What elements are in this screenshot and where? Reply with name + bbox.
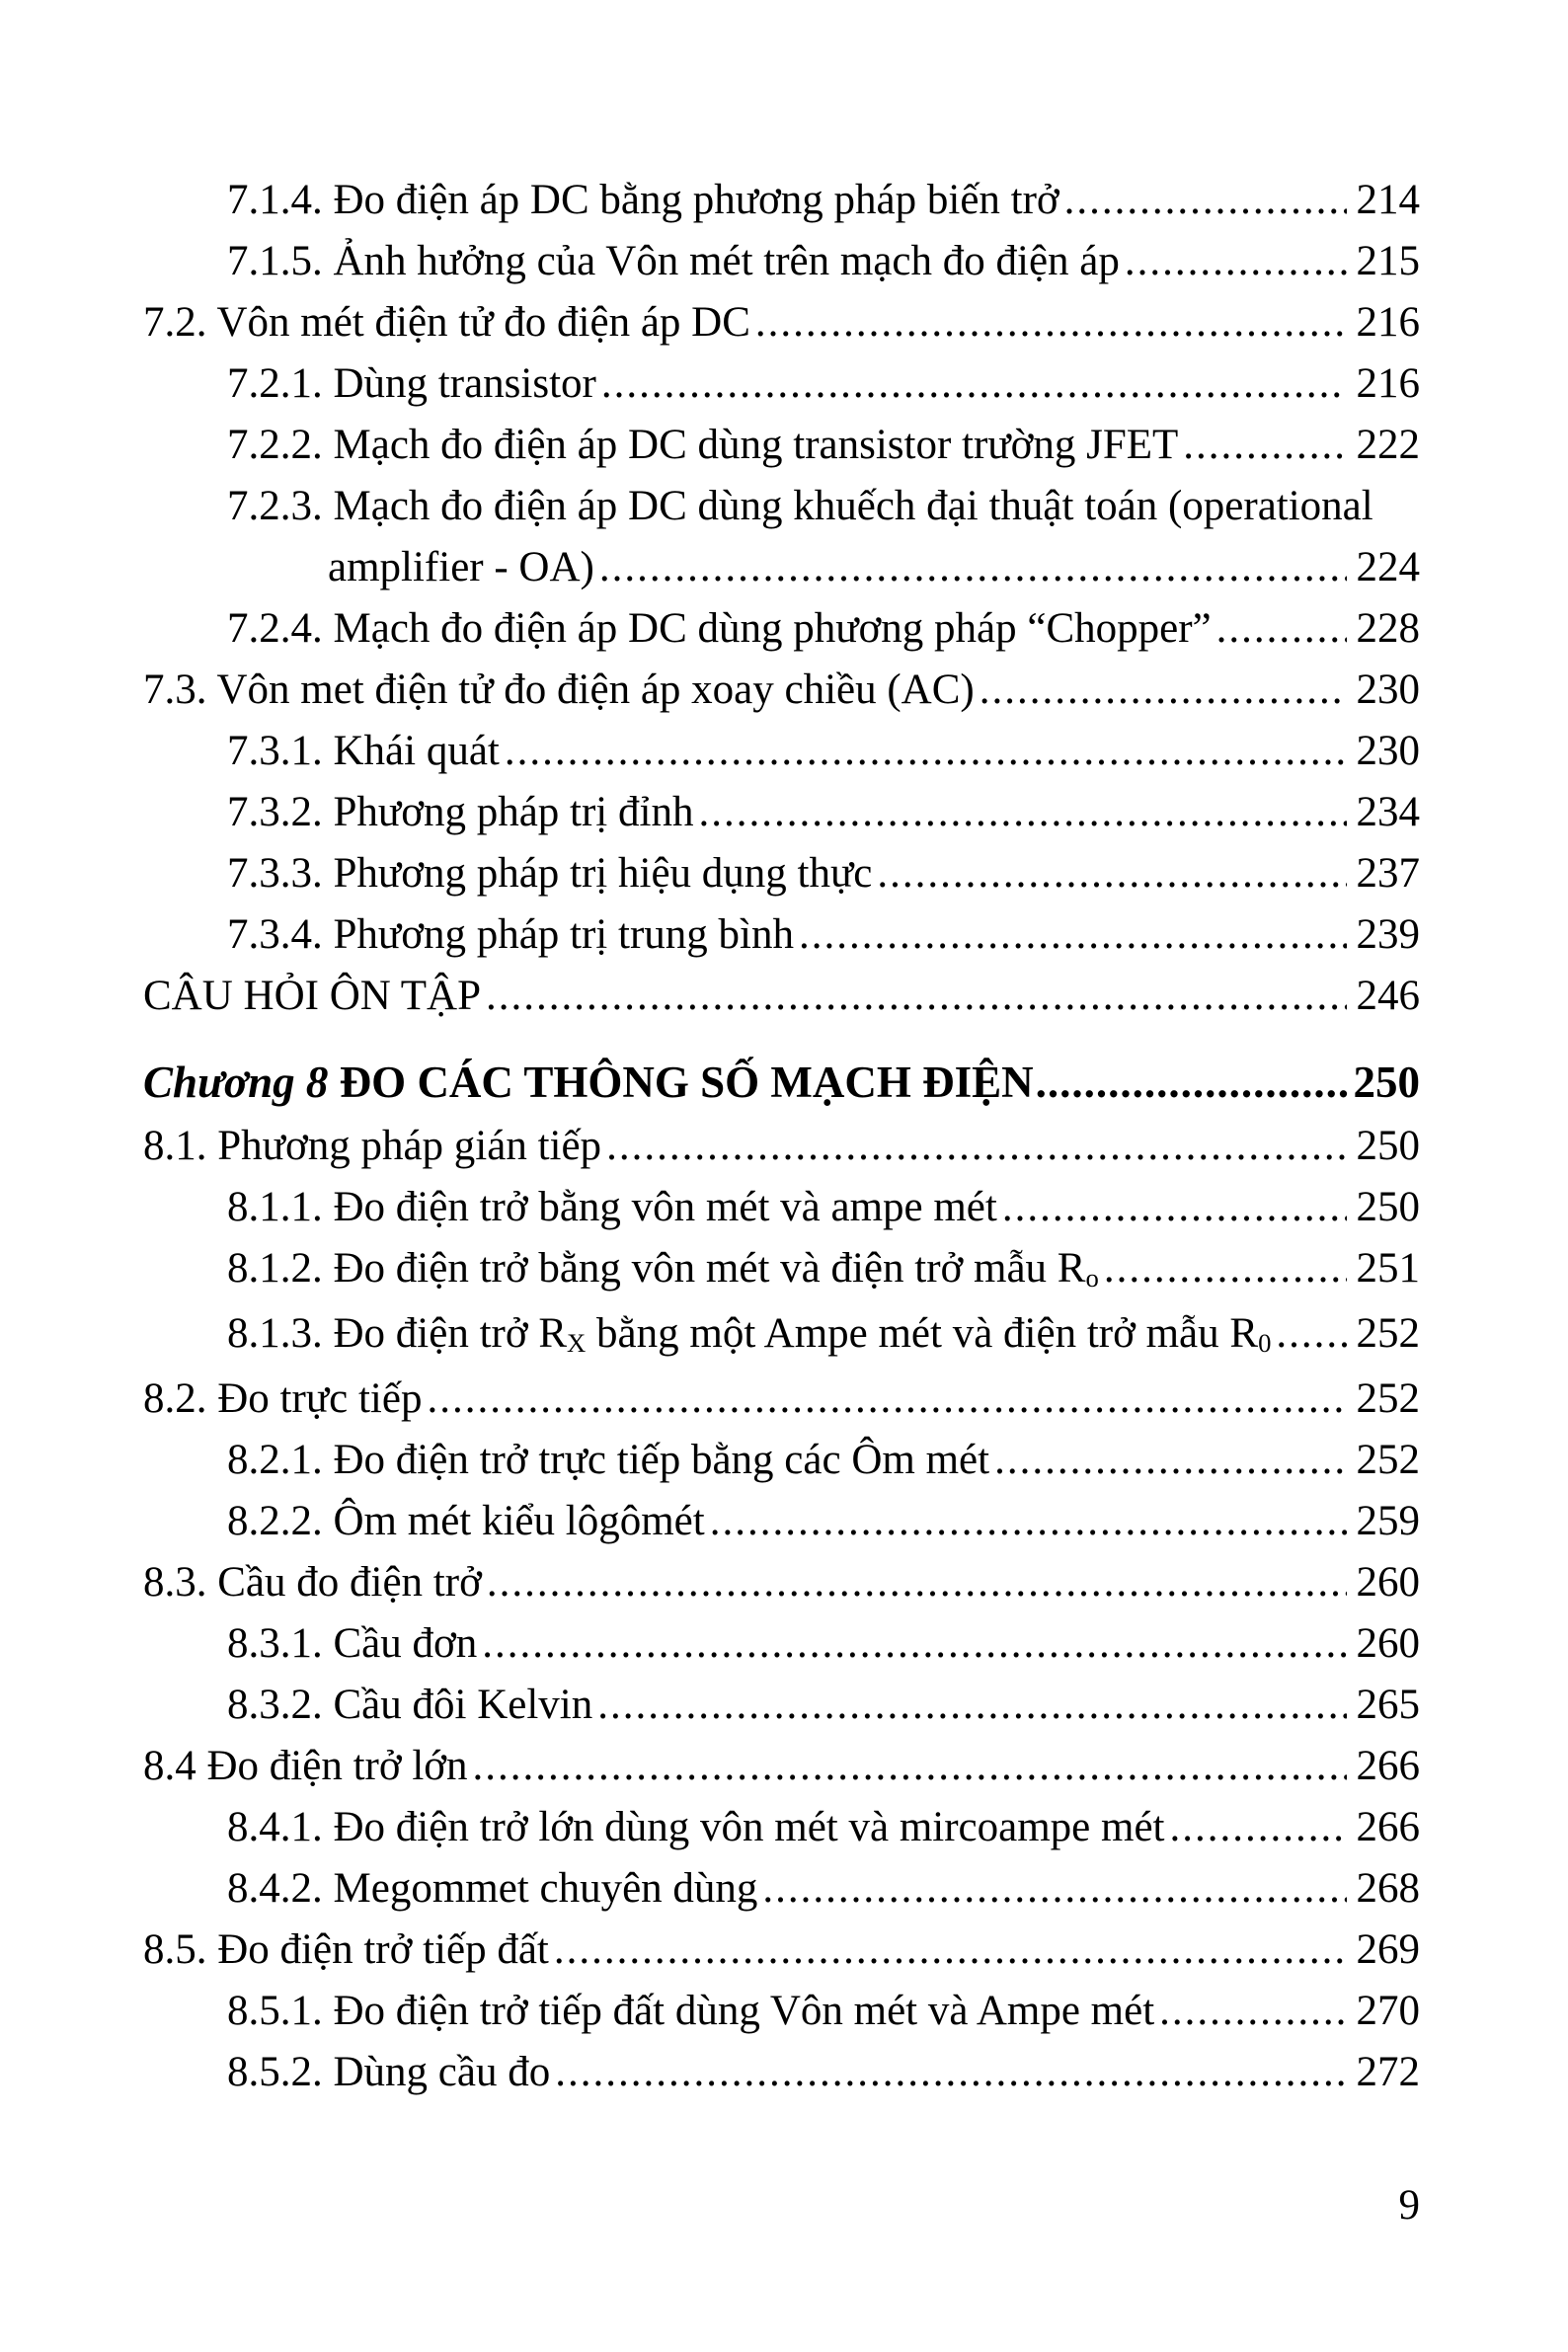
toc-entry-label: 8.1.1. Đo điện trở bằng vôn mét và ampe mét	[227, 1184, 997, 1230]
toc-entry	[143, 2042, 1420, 2103]
toc-entry	[143, 353, 1420, 415]
dot-leader	[989, 1430, 1346, 1491]
toc-entry	[143, 1116, 1420, 1177]
toc-entry	[143, 1613, 1420, 1675]
toc-entry	[143, 292, 1420, 353]
dot-leader	[1154, 1981, 1346, 2042]
toc-page-number: 222	[1356, 422, 1420, 468]
toc-page-number: 230	[1356, 728, 1420, 774]
dot-leader	[794, 904, 1347, 966]
dot-leader	[1059, 170, 1347, 231]
toc-entry	[143, 782, 1420, 843]
toc-entry	[143, 476, 1420, 537]
toc-entry	[143, 1736, 1420, 1797]
toc-entry-label: 8.4.1. Đo điện trở lớn dùng vôn mét và mircoampe mét	[227, 1804, 1165, 1850]
dot-leader	[477, 1613, 1346, 1675]
toc-entry-label: 8.1.3. Đo điện trở RX bằng một Ampe mét và điện trở mẫu R0	[227, 1310, 1272, 1358]
dot-leader	[705, 1491, 1347, 1552]
toc-page-number: 252	[1356, 1437, 1420, 1483]
toc-entry-label: 8.1. Phương pháp gián tiếp	[143, 1123, 602, 1169]
toc-page-number: 216	[1356, 299, 1420, 346]
toc-page-number: 214	[1356, 177, 1420, 223]
toc-page-number: 260	[1356, 1620, 1420, 1667]
toc-entry-label: 8.4 Đo điện trở lớn	[143, 1743, 468, 1789]
toc-entry-label: 7.2.1. Dùng transistor	[227, 360, 596, 407]
dot-leader	[1178, 415, 1346, 476]
toc-entry-label: 8.1.2. Đo điện trở bằng vôn mét và điện trở mẫu Ro	[227, 1245, 1099, 1293]
dot-leader	[1034, 1049, 1352, 1116]
dot-leader	[750, 292, 1347, 353]
toc-entry	[143, 1797, 1420, 1858]
toc-entry	[143, 170, 1420, 231]
dot-leader	[693, 782, 1346, 843]
toc-entry	[143, 966, 1420, 1027]
dot-leader	[1120, 231, 1347, 292]
toc-entry-label: 8.5.2. Dùng cầu đo	[227, 2049, 551, 2095]
toc-page-number: 268	[1356, 1865, 1420, 1912]
toc-entry-label: 7.2.4. Mạch đo điện áp DC dùng phương pháp “Chopper”	[227, 605, 1212, 652]
toc-page-number: 272	[1356, 2049, 1420, 2095]
toc-entry-label: CÂU HỎI ÔN TẬP	[143, 973, 482, 1019]
dot-leader	[975, 660, 1347, 721]
toc-entry-label: 8.2.2. Ôm mét kiểu lôgômét	[227, 1498, 705, 1544]
toc-entry	[143, 1491, 1420, 1552]
dot-leader	[997, 1177, 1347, 1238]
toc-entry-label: 7.2.3. Mạch đo điện áp DC dùng khuếch đại thuật toán (operational	[227, 483, 1373, 529]
toc-entry	[143, 1981, 1420, 2042]
toc-page-number: 266	[1356, 1804, 1420, 1850]
toc-page-number: 216	[1356, 360, 1420, 407]
toc-entry-label: 8.3. Cầu đo điện trở	[143, 1559, 482, 1606]
toc-entry	[143, 904, 1420, 966]
toc-entry	[143, 1552, 1420, 1613]
toc-entry-label: Chương 8 ĐO CÁC THÔNG SỐ MẠCH ĐIỆN	[143, 1058, 1034, 1107]
dot-leader	[872, 843, 1346, 904]
toc-page-number: 251	[1356, 1245, 1420, 1292]
toc-page-number: 250	[1353, 1058, 1420, 1107]
toc-page-number: 252	[1356, 1375, 1420, 1422]
toc-entry-label: 7.1.5. Ảnh hưởng của Vôn mét trên mạch đo điện áp	[227, 238, 1120, 284]
dot-leader	[550, 2042, 1346, 2103]
toc-entry-label: 8.5.1. Đo điện trở tiếp đất dùng Vôn mét và Ampe mét	[227, 1988, 1155, 2034]
toc-entry-label: 7.3.1. Khái quát	[227, 728, 500, 774]
toc-entry	[143, 231, 1420, 292]
toc-entry	[143, 1920, 1420, 1981]
dot-leader	[1212, 598, 1347, 660]
dot-leader	[601, 1116, 1346, 1177]
dot-leader	[468, 1736, 1347, 1797]
toc-page-number: 230	[1356, 666, 1420, 713]
toc-entry-label: 8.3.2. Cầu đôi Kelvin	[227, 1682, 593, 1728]
toc-page-number: 250	[1356, 1184, 1420, 1230]
dot-leader	[596, 353, 1347, 415]
toc-entry-label: amplifier - OA)	[328, 544, 594, 590]
toc-page-number: 270	[1356, 1988, 1420, 2034]
toc-page-number: 250	[1356, 1123, 1420, 1169]
toc-entry-label: 7.3. Vôn met điện tử đo điện áp xoay chiều (AC)	[143, 666, 975, 713]
toc-page-number: 260	[1356, 1559, 1420, 1606]
dot-leader	[422, 1369, 1346, 1430]
toc-page-number: 239	[1356, 911, 1420, 958]
toc-entry	[143, 660, 1420, 721]
toc-page-number: 269	[1356, 1926, 1420, 1973]
toc-chapter-heading	[143, 1049, 1420, 1116]
toc-page-number: 234	[1356, 789, 1420, 835]
toc-page-number: 246	[1356, 973, 1420, 1019]
toc-page-number: 252	[1356, 1310, 1420, 1357]
toc-page-number: 265	[1356, 1682, 1420, 1728]
toc-entry-label: 7.2.2. Mạch đo điện áp DC dùng transistor trường JFET	[227, 422, 1179, 468]
dot-leader	[1165, 1797, 1347, 1858]
toc-entry	[143, 537, 1420, 598]
toc-entry-label: 7.1.4. Đo điện áp DC bằng phương pháp biến trở	[227, 177, 1059, 223]
toc-entry	[143, 598, 1420, 660]
toc-entry-label: 7.3.3. Phương pháp trị hiệu dụng thực	[227, 850, 873, 897]
toc-page-number: 266	[1356, 1743, 1420, 1789]
toc-page-number: 237	[1356, 850, 1420, 897]
dot-leader	[1271, 1303, 1346, 1365]
dot-leader	[757, 1858, 1346, 1920]
toc-entry-label: 8.4.2. Megommet chuyên dùng	[227, 1865, 758, 1912]
dot-leader	[549, 1920, 1347, 1981]
toc-entry-label: 7.3.2. Phương pháp trị đỉnh	[227, 789, 694, 835]
toc-entry-label: 7.3.4. Phương pháp trị trung bình	[227, 911, 794, 958]
toc-entry	[143, 843, 1420, 904]
toc-entry-label: 8.2. Đo trực tiếp	[143, 1375, 423, 1422]
dot-leader	[482, 1552, 1347, 1613]
toc-entry-label: 8.5. Đo điện trở tiếp đất	[143, 1926, 549, 1973]
dot-leader	[481, 966, 1346, 1027]
dot-leader	[1099, 1238, 1347, 1299]
toc-page-number: 259	[1356, 1498, 1420, 1544]
toc-page-number: 215	[1356, 238, 1420, 284]
toc-entry	[143, 1369, 1420, 1430]
toc-entry-label: 7.2. Vôn mét điện tử đo điện áp DC	[143, 299, 750, 346]
toc-entry	[143, 1177, 1420, 1238]
toc-entry	[143, 1858, 1420, 1920]
dot-leader	[500, 721, 1347, 782]
toc-entry-label: 8.2.1. Đo điện trở trực tiếp bằng các Ôm mét	[227, 1437, 990, 1483]
toc-entry	[143, 415, 1420, 476]
toc-entry-label: 8.3.1. Cầu đơn	[227, 1620, 478, 1667]
toc-page-number: 224	[1356, 544, 1420, 590]
table-of-contents	[143, 170, 1420, 2103]
toc-entry	[143, 1430, 1420, 1491]
toc-entry	[143, 1675, 1420, 1736]
page-number: 9	[1398, 2182, 1420, 2229]
dot-leader	[594, 537, 1347, 598]
toc-entry	[143, 1238, 1420, 1303]
toc-page-number: 228	[1356, 605, 1420, 652]
toc-entry	[143, 721, 1420, 782]
dot-leader	[592, 1675, 1346, 1736]
toc-entry	[143, 1303, 1420, 1369]
